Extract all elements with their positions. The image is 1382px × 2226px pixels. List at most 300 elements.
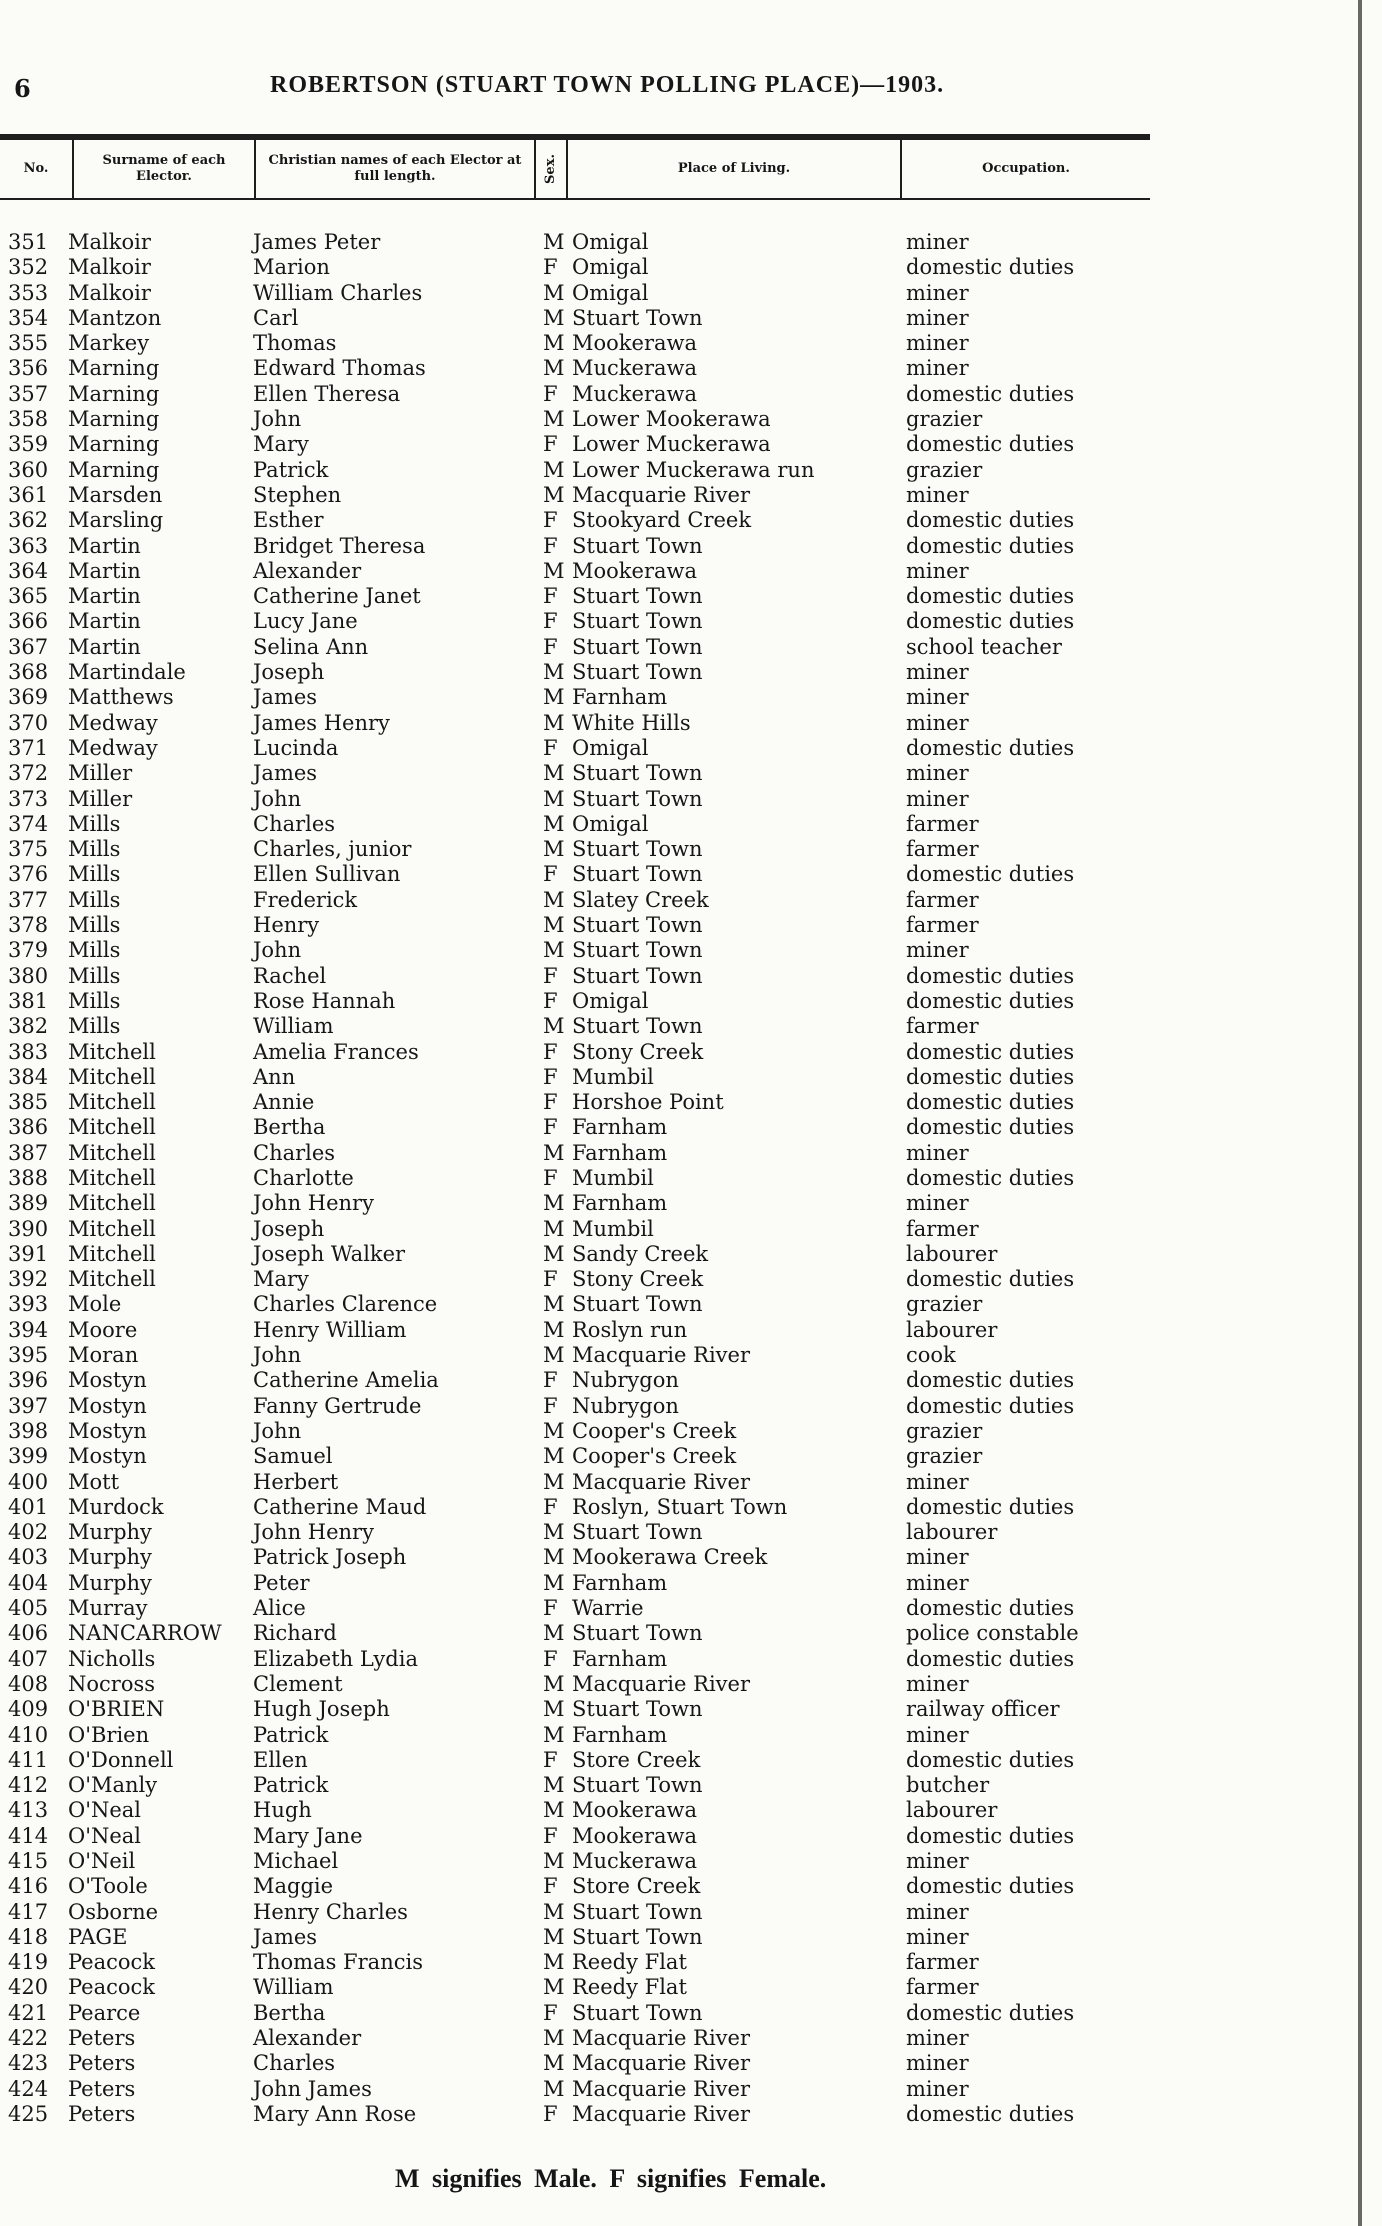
occupation: miner <box>906 331 969 356</box>
sex: M <box>543 230 565 254</box>
occupation: domestic duties <box>906 1646 1075 1671</box>
christian-names: Ann <box>253 1064 296 1089</box>
elector-number: 383 <box>8 1039 49 1064</box>
elector-number: 378 <box>8 913 49 938</box>
occupation: miner <box>906 1849 969 1873</box>
occupation: miner <box>906 1545 969 1570</box>
elector-number: 419 <box>8 1950 49 1975</box>
christian-names: Hugh Joseph <box>253 1697 390 1722</box>
sex: M <box>543 1570 565 1595</box>
sex: F <box>543 2101 558 2126</box>
sex: F <box>543 1039 558 1064</box>
christian-names: Michael <box>253 1849 339 1873</box>
place-of-living: Roslyn run <box>572 1317 688 1342</box>
place-of-living: Farnham <box>572 1115 668 1140</box>
elector-number: 424 <box>8 2076 49 2101</box>
table-row <box>0 534 1150 559</box>
surname: Peacock <box>68 1950 156 1975</box>
surname: Marsling <box>68 508 164 533</box>
occupation: domestic duties <box>906 584 1075 609</box>
occupation: railway officer <box>906 1697 1060 1722</box>
elector-number: 393 <box>8 1292 49 1317</box>
sex: M <box>543 2026 565 2051</box>
place-of-living: Macquarie River <box>572 1671 750 1696</box>
place-of-living: Stuart Town <box>572 533 703 558</box>
christian-names: Alexander <box>253 2026 362 2051</box>
table-row <box>0 559 1150 584</box>
place-of-living: Stuart Town <box>572 634 703 659</box>
sex: M <box>543 2076 565 2101</box>
place-of-living: Lower Muckerawa run <box>572 457 815 482</box>
sex: F <box>543 1494 558 1519</box>
surname: Medway <box>68 710 158 735</box>
surname: O'Manly <box>68 1773 158 1798</box>
elector-number: 382 <box>8 1014 49 1039</box>
christian-names: Peter <box>253 1570 310 1595</box>
christian-names: John <box>253 407 302 432</box>
surname: Medway <box>68 735 158 760</box>
sex: F <box>543 1823 558 1848</box>
occupation: grazier <box>906 457 983 482</box>
surname: Malkoir <box>68 280 151 305</box>
elector-number: 405 <box>8 1596 49 1621</box>
occupation: farmer <box>906 837 979 862</box>
christian-names: Ellen Theresa <box>253 381 401 406</box>
table-row <box>0 407 1150 432</box>
sex: M <box>543 1849 565 1873</box>
place-of-living: Macquarie River <box>572 2051 750 2076</box>
occupation: miner <box>906 482 969 507</box>
table-row <box>0 1773 1150 1798</box>
occupation: grazier <box>906 1292 983 1317</box>
sex: M <box>543 1697 565 1722</box>
surname: Mitchell <box>68 1165 156 1190</box>
christian-names: John James <box>253 2076 372 2101</box>
place-of-living: Reedy Flat <box>572 1950 687 1975</box>
christian-names: Samuel <box>253 1444 333 1469</box>
place-of-living: Stuart Town <box>572 761 703 786</box>
surname: Martin <box>68 609 141 634</box>
surname: O'Neal <box>68 1798 142 1823</box>
occupation: domestic duties <box>906 1039 1075 1064</box>
surname: Murphy <box>68 1570 152 1595</box>
occupation: domestic duties <box>906 735 1075 760</box>
elector-number: 413 <box>8 1798 49 1823</box>
elector-number: 358 <box>8 407 49 432</box>
sex: M <box>543 1317 565 1342</box>
table-row <box>0 1444 1150 1469</box>
place-of-living: Farnham <box>572 1191 668 1216</box>
christian-names: Elizabeth Lydia <box>253 1646 418 1671</box>
sex: M <box>543 1292 565 1317</box>
elector-number: 397 <box>8 1393 49 1418</box>
place-of-living: Stony Creek <box>572 1039 704 1064</box>
christian-names: Charles Clarence <box>253 1292 438 1317</box>
elector-number: 403 <box>8 1545 49 1570</box>
surname: NANCARROW <box>68 1621 222 1646</box>
elector-number: 410 <box>8 1722 49 1747</box>
place-of-living: Farnham <box>572 1646 668 1671</box>
table-row <box>0 787 1150 812</box>
occupation: domestic duties <box>906 1064 1075 1089</box>
christian-names: Frederick <box>253 887 358 912</box>
christian-names: Mary <box>253 1267 309 1292</box>
surname: Marning <box>68 457 160 482</box>
sex: M <box>543 1950 565 1975</box>
table-row <box>0 1621 1150 1646</box>
occupation: farmer <box>906 913 979 938</box>
table-row <box>0 1748 1150 1773</box>
sex: M <box>543 1621 565 1646</box>
christian-names: Richard <box>253 1621 337 1646</box>
elector-number: 406 <box>8 1621 49 1646</box>
occupation: domestic duties <box>906 508 1075 533</box>
table-row <box>0 1191 1150 1216</box>
sex: M <box>543 305 565 330</box>
christian-names: Bertha <box>253 2000 326 2025</box>
table-row <box>0 458 1150 483</box>
christian-names: Clement <box>253 1671 343 1696</box>
christian-names: Lucy Jane <box>253 609 358 634</box>
sex: M <box>543 280 565 305</box>
elector-list <box>0 230 1150 2127</box>
table-row <box>0 736 1150 761</box>
occupation: miner <box>906 761 969 786</box>
elector-number: 391 <box>8 1241 49 1266</box>
occupation: domestic duties <box>906 2101 1075 2126</box>
surname: Mitchell <box>68 1216 156 1241</box>
occupation: school teacher <box>906 634 1062 659</box>
sex: F <box>543 533 558 558</box>
place-of-living: Stony Creek <box>572 1267 704 1292</box>
surname: Mitchell <box>68 1064 156 1089</box>
elector-number: 411 <box>8 1747 49 1772</box>
elector-number: 422 <box>8 2026 49 2051</box>
sex: M <box>543 1216 565 1241</box>
occupation: domestic duties <box>906 381 1075 406</box>
sex: M <box>543 1241 565 1266</box>
page-edge-line <box>1358 0 1362 2226</box>
sex: M <box>543 1140 565 1165</box>
sex: F <box>543 255 558 280</box>
occupation: grazier <box>906 407 983 432</box>
place-of-living: Mumbil <box>572 1216 654 1241</box>
sex: F <box>543 1064 558 1089</box>
surname: Mostyn <box>68 1393 147 1418</box>
elector-number: 407 <box>8 1646 49 1671</box>
table-row <box>0 483 1150 508</box>
christian-names: Catherine Janet <box>253 584 421 609</box>
table-row <box>0 938 1150 963</box>
christian-names: Joseph <box>253 660 325 685</box>
christian-names: Henry Charles <box>253 1899 408 1924</box>
table-row <box>0 1014 1150 1039</box>
table-row <box>0 1368 1150 1393</box>
surname: Mills <box>68 938 121 963</box>
occupation: miner <box>906 2026 969 2051</box>
elector-number: 387 <box>8 1140 49 1165</box>
place-of-living: Farnham <box>572 1722 668 1747</box>
christian-names: Henry <box>253 913 320 938</box>
elector-number: 380 <box>8 963 49 988</box>
table-row <box>0 432 1150 457</box>
place-of-living: Cooper's Creek <box>572 1418 737 1443</box>
elector-number: 402 <box>8 1520 49 1545</box>
place-of-living: Stuart Town <box>572 609 703 634</box>
table-row <box>0 1925 1150 1950</box>
elector-number: 386 <box>8 1115 49 1140</box>
christian-names: Ellen Sullivan <box>253 862 401 887</box>
sex: F <box>543 609 558 634</box>
surname: O'Neal <box>68 1823 142 1848</box>
place-of-living: Muckerawa <box>572 381 697 406</box>
sex: M <box>543 1343 565 1368</box>
christian-names: Alice <box>253 1596 306 1621</box>
christian-names: Joseph Walker <box>253 1241 406 1266</box>
elector-number: 417 <box>8 1899 49 1924</box>
elector-number: 352 <box>8 255 49 280</box>
surname: Matthews <box>68 685 174 710</box>
elector-number: 374 <box>8 811 49 836</box>
table-row <box>0 1115 1150 1140</box>
elector-number: 361 <box>8 482 49 507</box>
elector-number: 381 <box>8 988 49 1013</box>
surname: Murray <box>68 1596 148 1621</box>
christian-names: Marion <box>253 255 330 280</box>
christian-names: James <box>253 685 318 710</box>
table-row <box>0 1040 1150 1065</box>
table-row <box>0 913 1150 938</box>
sex: M <box>543 1444 565 1469</box>
surname: Peacock <box>68 1975 156 2000</box>
surname: Martin <box>68 558 141 583</box>
place-of-living: Mookerawa <box>572 331 697 356</box>
elector-number: 392 <box>8 1267 49 1292</box>
christian-names: Mary <box>253 432 309 457</box>
elector-number: 396 <box>8 1368 49 1393</box>
sex: F <box>543 381 558 406</box>
christian-names: James Henry <box>253 710 390 735</box>
elector-number: 408 <box>8 1671 49 1696</box>
sex: M <box>543 1014 565 1039</box>
occupation: labourer <box>906 1317 998 1342</box>
page-number: 6 <box>14 74 31 103</box>
sex: M <box>543 1469 565 1494</box>
place-of-living: Stuart Town <box>572 1014 703 1039</box>
christian-names: Patrick Joseph <box>253 1545 407 1570</box>
column-header-occupation: Occupation. <box>900 140 1150 198</box>
elector-number: 369 <box>8 685 49 710</box>
table-row <box>0 1090 1150 1115</box>
sex: M <box>543 938 565 963</box>
table-row <box>0 1141 1150 1166</box>
table-row <box>0 2026 1150 2051</box>
place-of-living: Omigal <box>572 255 649 280</box>
christian-names: Maggie <box>253 1874 334 1899</box>
occupation: farmer <box>906 811 979 836</box>
elector-number: 365 <box>8 584 49 609</box>
column-header-surname: Surname of each Elector. <box>72 140 254 198</box>
table-row <box>0 2102 1150 2127</box>
table-row <box>0 1394 1150 1419</box>
elector-number: 368 <box>8 660 49 685</box>
surname: Markey <box>68 331 150 356</box>
christian-names: James <box>253 761 318 786</box>
table-row <box>0 1697 1150 1722</box>
surname: Peters <box>68 2051 136 2076</box>
table-row <box>0 1824 1150 1849</box>
sex: M <box>543 887 565 912</box>
christian-names: Bertha <box>253 1115 326 1140</box>
occupation: cook <box>906 1343 956 1368</box>
christian-names: Henry William <box>253 1317 407 1342</box>
occupation: domestic duties <box>906 1596 1075 1621</box>
elector-number: 412 <box>8 1773 49 1798</box>
sex: M <box>543 2051 565 2076</box>
surname: Osborne <box>68 1899 159 1924</box>
surname: Marning <box>68 432 160 457</box>
table-row <box>0 2051 1150 2076</box>
elector-number: 390 <box>8 1216 49 1241</box>
christian-names: Lucinda <box>253 735 339 760</box>
elector-number: 356 <box>8 356 49 381</box>
column-header-no: No. <box>23 161 49 176</box>
occupation: domestic duties <box>906 1267 1075 1292</box>
surname: PAGE <box>68 1924 128 1949</box>
place-of-living: Omigal <box>572 230 649 254</box>
column-header-place: Place of Living. <box>566 140 900 198</box>
sex: M <box>543 1191 565 1216</box>
place-of-living: Mookerawa <box>572 1823 697 1848</box>
elector-number: 404 <box>8 1570 49 1595</box>
elector-number: 373 <box>8 786 49 811</box>
christian-names: John <box>253 1343 302 1368</box>
sex: F <box>543 1393 558 1418</box>
elector-number: 351 <box>8 230 49 254</box>
place-of-living: Farnham <box>572 685 668 710</box>
place-of-living: Sandy Creek <box>572 1241 709 1266</box>
occupation: miner <box>906 2076 969 2101</box>
christian-names: Catherine Maud <box>253 1494 427 1519</box>
place-of-living: Macquarie River <box>572 2076 750 2101</box>
occupation: domestic duties <box>906 1874 1075 1899</box>
occupation: domestic duties <box>906 1747 1075 1772</box>
place-of-living: Farnham <box>572 1570 668 1595</box>
table-row <box>0 382 1150 407</box>
elector-number: 395 <box>8 1343 49 1368</box>
table-row <box>0 1495 1150 1520</box>
place-of-living: Stuart Town <box>572 837 703 862</box>
elector-number: 399 <box>8 1444 49 1469</box>
table-row <box>0 281 1150 306</box>
place-of-living: Reedy Flat <box>572 1975 687 2000</box>
table-row <box>0 331 1150 356</box>
occupation: labourer <box>906 1798 998 1823</box>
surname: Mott <box>68 1469 120 1494</box>
christian-names: John Henry <box>253 1191 374 1216</box>
occupation: domestic duties <box>906 432 1075 457</box>
christian-names: John Henry <box>253 1520 374 1545</box>
place-of-living: Nubrygon <box>572 1393 679 1418</box>
sex: M <box>543 457 565 482</box>
place-of-living: Omigal <box>572 280 649 305</box>
table-row <box>0 862 1150 887</box>
surname: Martin <box>68 533 141 558</box>
christian-names: Thomas <box>253 331 337 356</box>
occupation: domestic duties <box>906 1165 1075 1190</box>
sex: M <box>543 331 565 356</box>
place-of-living: Stuart Town <box>572 913 703 938</box>
column-header-sex-label: Sex. <box>543 154 558 184</box>
table-row <box>0 2077 1150 2102</box>
occupation: domestic duties <box>906 1115 1075 1140</box>
place-of-living: Stuart Town <box>572 305 703 330</box>
place-of-living: Horshoe Point <box>572 1090 724 1115</box>
table-row <box>0 508 1150 533</box>
occupation: domestic duties <box>906 1393 1075 1418</box>
table-row <box>0 1975 1150 2000</box>
place-of-living: Stuart Town <box>572 862 703 887</box>
sex: M <box>543 786 565 811</box>
elector-number: 363 <box>8 533 49 558</box>
surname: Murdock <box>68 1494 164 1519</box>
place-of-living: Mookerawa <box>572 558 697 583</box>
table-row <box>0 1065 1150 1090</box>
table-row <box>0 1343 1150 1368</box>
table-row <box>0 1571 1150 1596</box>
place-of-living: Stuart Town <box>572 2000 703 2025</box>
place-of-living: Macquarie River <box>572 2101 750 2126</box>
surname: Mills <box>68 963 121 988</box>
sex: M <box>543 356 565 381</box>
occupation: domestic duties <box>906 533 1075 558</box>
christian-names: Selina Ann <box>253 634 369 659</box>
place-of-living: Stuart Town <box>572 1697 703 1722</box>
christian-names: Catherine Amelia <box>253 1368 439 1393</box>
page-title: ROBERTSON (STUART TOWN POLLING PLACE)—1903. <box>270 72 945 98</box>
christian-names: Rose Hannah <box>253 988 396 1013</box>
surname: Miller <box>68 786 133 811</box>
christian-names: James Peter <box>253 230 381 254</box>
sex: F <box>543 1646 558 1671</box>
sex: M <box>543 1798 565 1823</box>
table-row <box>0 1672 1150 1697</box>
table-row <box>0 1292 1150 1317</box>
sex: M <box>543 407 565 432</box>
surname: Miller <box>68 761 133 786</box>
christian-names: Amelia Frances <box>253 1039 419 1064</box>
place-of-living: Mookerawa Creek <box>572 1545 768 1570</box>
column-header-christian-names: Christian names of each Elector at full length. <box>254 140 534 198</box>
elector-number: 425 <box>8 2101 49 2126</box>
christian-names: John <box>253 786 302 811</box>
elector-number: 414 <box>8 1823 49 1848</box>
sex: F <box>543 1090 558 1115</box>
sex: F <box>543 1874 558 1899</box>
surname: Martin <box>68 634 141 659</box>
christian-names: Alexander <box>253 558 362 583</box>
elector-number: 409 <box>8 1697 49 1722</box>
surname: Moore <box>68 1317 138 1342</box>
occupation: miner <box>906 786 969 811</box>
sex: M <box>543 837 565 862</box>
christian-names: Patrick <box>253 1773 329 1798</box>
christian-names: Esther <box>253 508 324 533</box>
place-of-living: Stuart Town <box>572 660 703 685</box>
table-row <box>0 1900 1150 1925</box>
place-of-living: Stookyard Creek <box>572 508 752 533</box>
table-row <box>0 1647 1150 1672</box>
